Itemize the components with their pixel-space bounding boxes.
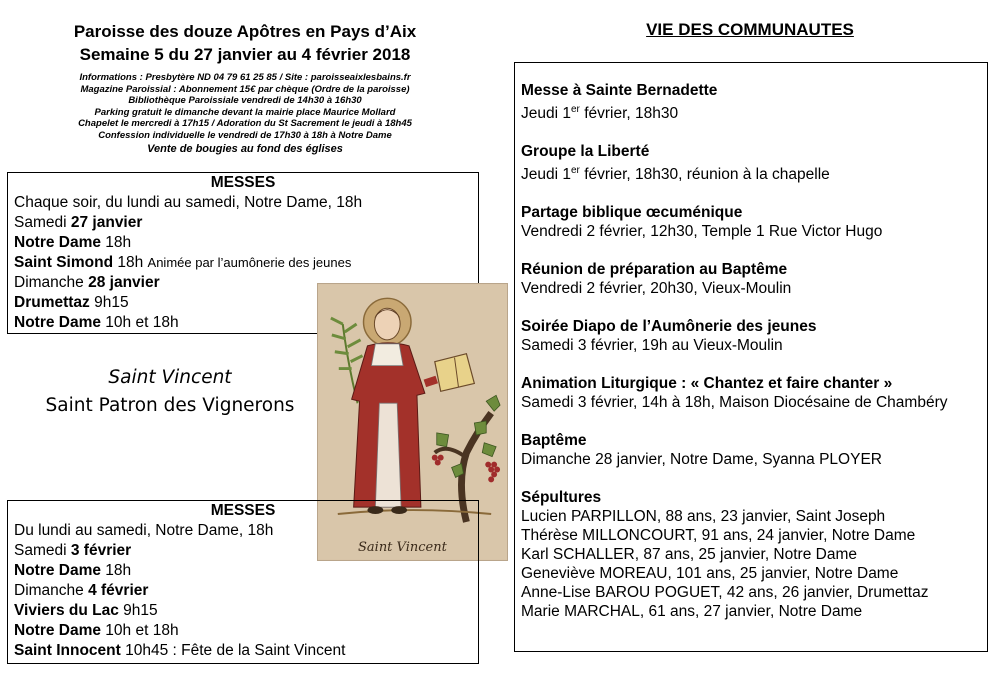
info-line: Chapelet le mercredi à 17h15 / Adoration du St Sacrement le jeudi à 18h45: [78, 118, 412, 130]
mass-line: Du lundi au samedi, Notre Dame, 18h: [14, 522, 274, 539]
mass-line: Samedi 3 février: [14, 542, 132, 559]
section-detail: Jeudi 1er février, 18h30: [521, 104, 679, 123]
mass-line: Notre Dame 10h et 18h: [14, 314, 179, 331]
mass-line: Viviers du Lac 9h15: [14, 602, 158, 619]
masses-title: MESSES: [210, 502, 276, 519]
section-title: Groupe la Liberté: [521, 143, 650, 161]
saint-image-caption: Saint Vincent: [358, 540, 447, 555]
section-detail: Vendredi 2 février, 12h30, Temple 1 Rue Victor Hugo: [521, 223, 883, 241]
info-line: Parking gratuit le dimanche devant la mairie place Maurice Mollard: [94, 106, 396, 118]
burial-entry: Thérèse MILLONCOURT, 91 ans, 24 janvier, Notre Dame: [521, 527, 916, 545]
section-detail: Samedi 3 février, 19h au Vieux-Moulin: [521, 337, 783, 355]
week-title: Semaine 5 du 27 janvier au 4 février 2018: [79, 45, 411, 64]
burial-entry: Geneviève MOREAU, 101 ans, 25 janvier, Notre Dame: [521, 565, 899, 583]
mass-line: Saint Innocent 10h45 : Fête de la Saint Vincent: [14, 642, 346, 659]
burial-entry: Karl SCHALLER, 87 ans, 25 janvier, Notre Dame: [521, 546, 857, 564]
section-detail: Samedi 3 février, 14h à 18h, Maison Diocésaine de Chambéry: [521, 394, 948, 412]
mass-line: Dimanche 4 février: [14, 582, 149, 599]
section-title: Soirée Diapo de l’Aumônerie des jeunes: [521, 318, 817, 336]
section-detail: Jeudi 1er février, 18h30, réunion à la chapelle: [521, 165, 830, 184]
burial-entry: Lucien PARPILLON, 88 ans, 23 janvier, Saint Joseph: [521, 508, 886, 526]
community-section: [521, 203, 981, 241]
mass-line: Samedi 27 janvier: [14, 214, 143, 231]
info-line: Bibliothèque Paroissiale vendredi de 14h30 à 16h30: [128, 95, 362, 107]
parish-info: [0, 72, 490, 156]
mass-line: Dimanche 28 janvier: [14, 274, 160, 291]
parish-title: Paroisse des douze Apôtres en Pays d’Aix: [73, 22, 417, 41]
mass-line: Notre Dame 18h: [14, 234, 132, 251]
mass-line: Notre Dame 10h et 18h: [14, 622, 179, 639]
mass-line: Saint Simond 18h Animée par l’aumônerie des jeunes: [14, 254, 352, 271]
burial-entry: Marie MARCHAL, 61 ans, 27 janvier, Notre Dame: [521, 603, 863, 621]
parish-header: [0, 20, 490, 66]
section-title: Animation Liturgique : « Chantez et faire chanter »: [521, 375, 893, 393]
info-line: Vente de bougies au fond des églises: [147, 142, 343, 155]
saint-name: Saint Vincent: [108, 367, 232, 388]
info-line: Confession individuelle le vendredi de 17h30 à 18h à Notre Dame: [98, 129, 392, 141]
masses-box-next-week: [7, 500, 479, 664]
mass-line: Chaque soir, du lundi au samedi, Notre Dame, 18h: [14, 194, 363, 211]
burial-entry: Anne-Lise BAROU POGUET, 42 ans, 26 janvier, Drumettaz: [521, 584, 929, 602]
saint-patron: Saint Patron des Vignerons: [45, 395, 295, 416]
community-section: [521, 260, 981, 298]
saint-feature: [0, 364, 340, 420]
burials-section: [521, 488, 981, 621]
communities-box: [514, 62, 988, 652]
community-section: [521, 317, 981, 355]
section-title: Partage biblique œcuménique: [521, 204, 743, 222]
communities-heading: VIE DES COMMUNAUTES: [646, 20, 854, 39]
section-title: Baptême: [521, 432, 587, 450]
mass-line: Drumettaz 9h15: [14, 294, 129, 311]
section-title: Réunion de préparation au Baptême: [521, 261, 788, 279]
section-title: Sépultures: [521, 489, 602, 507]
info-line: Magazine Paroissial : Abonnement 15€ par chèque (Ordre de la paroisse): [80, 83, 410, 95]
masses-title: MESSES: [210, 174, 276, 191]
community-section: [521, 374, 981, 412]
community-section: [521, 142, 981, 184]
section-detail: Dimanche 28 janvier, Notre Dame, Syanna PLOYER: [521, 451, 882, 469]
community-section: [521, 81, 981, 123]
community-section: [521, 431, 981, 469]
section-title: Messe à Sainte Bernadette: [521, 82, 718, 99]
section-detail: Vendredi 2 février, 20h30, Vieux-Moulin: [521, 280, 792, 298]
info-line: Informations : Presbytère ND 04 79 61 25 85 / Site : paroisseaixlesbains.fr: [79, 72, 411, 83]
mass-line: Notre Dame 18h: [14, 562, 132, 579]
